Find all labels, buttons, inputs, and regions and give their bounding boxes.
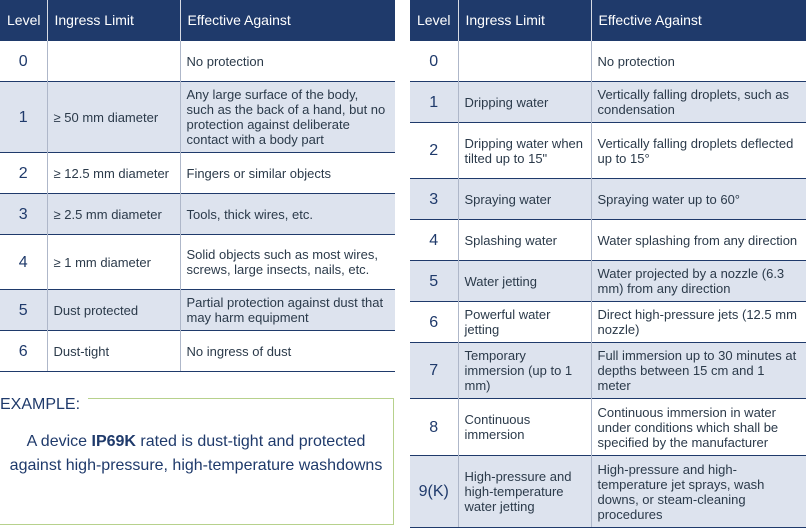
level-cell: 5 (0, 290, 47, 331)
table-row (410, 220, 806, 261)
column-header-ingress-limit: Ingress Limit (47, 0, 180, 41)
effective-against-cell: Water splashing from any direction (591, 220, 806, 261)
column-header-effective-against: Effective Against (591, 0, 806, 41)
table-row (0, 153, 395, 194)
effective-against-cell: Continuous immersion in water under conditions which shall be specified by the manufacturer (591, 399, 806, 456)
ingress-limit-cell: Dust-tight (47, 331, 180, 372)
level-cell: 0 (410, 41, 458, 82)
example-ip-code: IP69K (91, 433, 136, 450)
example-label: EXAMPLE: (0, 396, 88, 414)
example-text-before: A device (26, 433, 92, 450)
ingress-limit-cell: Dripping water when tilted up to 15" (458, 123, 591, 179)
table-row (0, 290, 395, 331)
ingress-limit-cell: High-pressure and high-temperature water jetting (458, 456, 591, 528)
level-cell: 4 (0, 235, 47, 290)
table-row (0, 194, 395, 235)
column-header-effective-against: Effective Against (180, 0, 395, 41)
column-header-level: Level (0, 0, 47, 41)
effective-against-cell: Fingers or similar objects (180, 153, 395, 194)
table-row (0, 331, 395, 372)
ingress-limit-cell: Continuous immersion (458, 399, 591, 456)
effective-against-cell: Full immersion up to 30 minutes at depths between 15 cm and 1 meter (591, 343, 806, 399)
column-header-level: Level (410, 0, 458, 41)
ingress-limit-cell: Temporary immersion (up to 1 mm) (458, 343, 591, 399)
ingress-limit-cell: ≥ 2.5 mm diameter (47, 194, 180, 235)
effective-against-cell: Tools, thick wires, etc. (180, 194, 395, 235)
ingress-limit-cell: Dripping water (458, 82, 591, 123)
effective-against-cell: Solid objects such as most wires, screws, large insects, nails, etc. (180, 235, 395, 290)
ingress-limit-cell: ≥ 1 mm diameter (47, 235, 180, 290)
effective-against-cell: No ingress of dust (180, 331, 395, 372)
level-cell: 1 (0, 82, 47, 153)
ingress-limit-cell: Splashing water (458, 220, 591, 261)
level-cell: 8 (410, 399, 458, 456)
table-row (0, 82, 395, 153)
table-header-row (0, 0, 395, 41)
effective-against-cell: Direct high-pressure jets (12.5 mm nozzle) (591, 302, 806, 343)
level-cell: 3 (0, 194, 47, 235)
level-cell: 4 (410, 220, 458, 261)
table-row (410, 343, 806, 399)
ingress-limit-cell (47, 41, 180, 82)
ingress-limit-cell: ≥ 50 mm diameter (47, 82, 180, 153)
table-header-row (410, 0, 806, 41)
ingress-limit-cell: Powerful water jetting (458, 302, 591, 343)
table-row (0, 41, 395, 82)
effective-against-cell: Vertically falling droplets, such as condensation (591, 82, 806, 123)
column-header-ingress-limit: Ingress Limit (458, 0, 591, 41)
level-cell: 6 (0, 331, 47, 372)
table-row (410, 456, 806, 528)
ingress-limit-cell: Dust protected (47, 290, 180, 331)
level-cell: 7 (410, 343, 458, 399)
table-row (410, 123, 806, 179)
effective-against-cell: No protection (591, 41, 806, 82)
effective-against-cell: High-pressure and high-temperature jet sprays, wash downs, or steam-cleaning procedures (591, 456, 806, 528)
table-row (410, 82, 806, 123)
table-row (410, 261, 806, 302)
effective-against-cell: Any large surface of the body, such as the back of a hand, but no protection against deliberate contact with a body part (180, 82, 395, 153)
example-text-after: rated is dust-tight and protected against high-pressure, high-temperature washdowns (9, 433, 383, 474)
liquids-protection-table (410, 0, 806, 528)
effective-against-cell: Vertically falling droplets deflected up to 15° (591, 123, 806, 179)
example-text (0, 430, 392, 478)
level-cell: 2 (0, 153, 47, 194)
level-cell: 6 (410, 302, 458, 343)
level-cell: 3 (410, 179, 458, 220)
level-cell: 5 (410, 261, 458, 302)
solids-protection-table (0, 0, 395, 372)
effective-against-cell: Spraying water up to 60° (591, 179, 806, 220)
table-row (0, 235, 395, 290)
table-row (410, 302, 806, 343)
table-row (410, 399, 806, 456)
effective-against-cell: Partial protection against dust that may harm equipment (180, 290, 395, 331)
level-cell: 0 (0, 41, 47, 82)
ingress-limit-cell: Spraying water (458, 179, 591, 220)
ingress-limit-cell: ≥ 12.5 mm diameter (47, 153, 180, 194)
table-row (410, 179, 806, 220)
level-cell: 9(K) (410, 456, 458, 528)
ingress-limit-cell (458, 41, 591, 82)
ingress-limit-cell: Water jetting (458, 261, 591, 302)
effective-against-cell: Water projected by a nozzle (6.3 mm) from any direction (591, 261, 806, 302)
table-row (410, 41, 806, 82)
level-cell: 2 (410, 123, 458, 179)
level-cell: 1 (410, 82, 458, 123)
effective-against-cell: No protection (180, 41, 395, 82)
